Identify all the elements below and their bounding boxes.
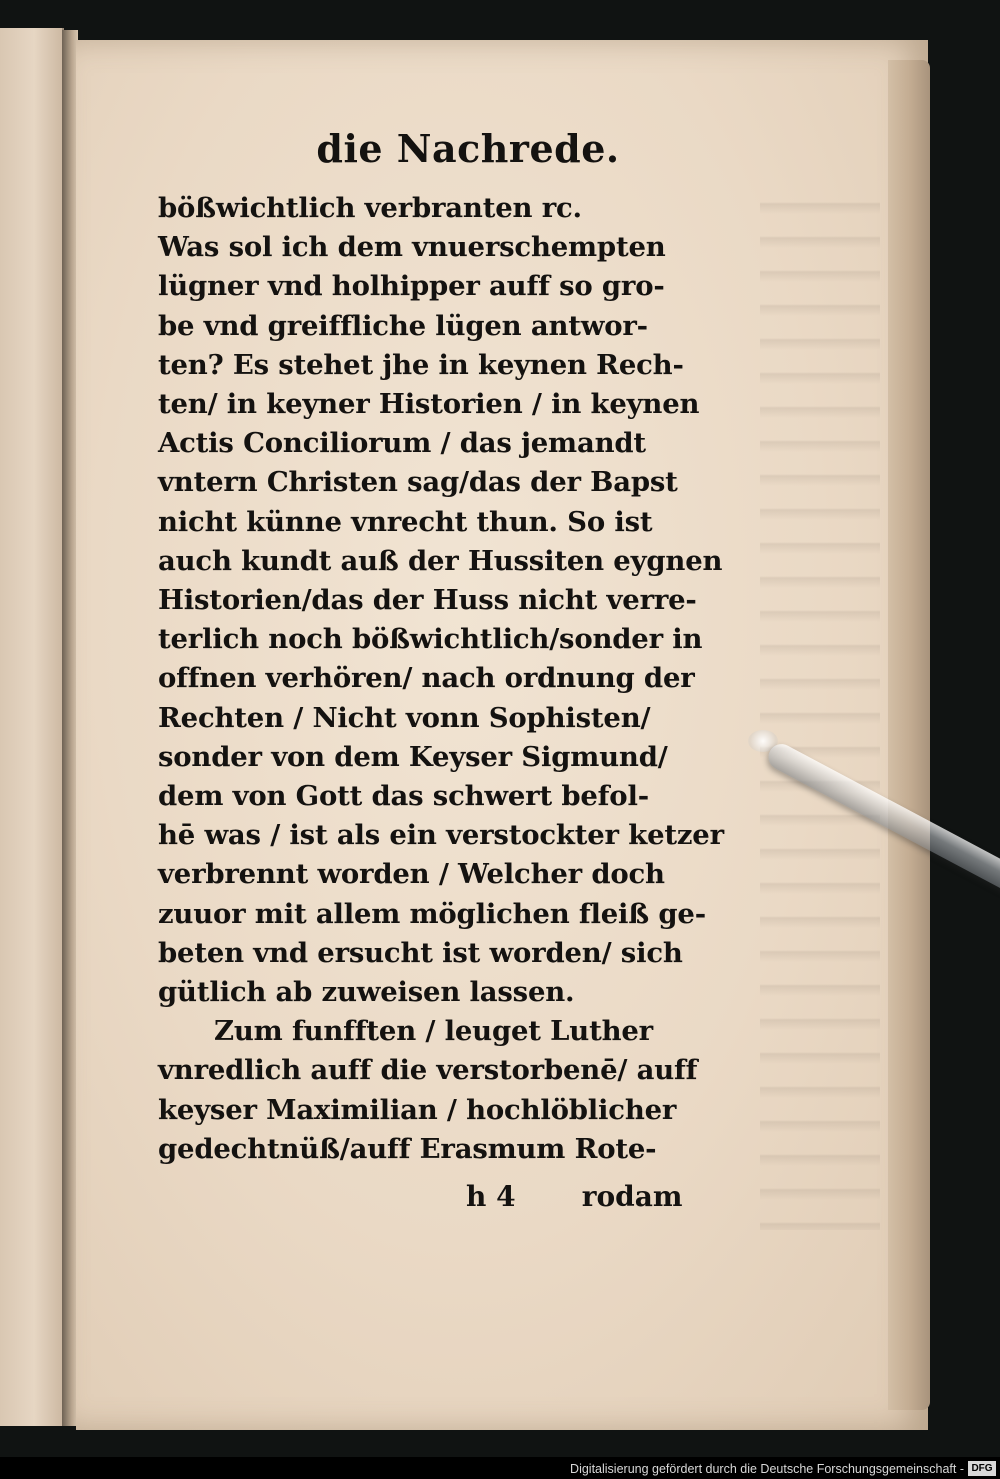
- text-line: nicht künne vnrecht thun. So ist: [158, 505, 653, 538]
- text-line: Rechten / Nicht vonn Sophisten/: [158, 701, 651, 734]
- text-line: Actis Conciliorum / das jemandt: [158, 427, 646, 460]
- text-line: vnredlich auff die verstorbenē/ auff: [158, 1054, 698, 1087]
- text-line: dem von Gott das schwert befol-: [158, 780, 649, 813]
- text-line: lügner vnd holhipper auff so gro-: [158, 270, 665, 303]
- text-line-paragraph-start: Zum funfften / leuget Luther: [214, 1015, 653, 1048]
- text-line: keyser Maximilian / hochlöblicher: [158, 1093, 677, 1126]
- text-line: be vnd greiffliche lügen antwor-: [158, 309, 648, 342]
- footer-bar: [0, 1457, 1000, 1479]
- text-line: verbrennt worden / Welcher doch: [158, 858, 665, 891]
- dfg-logo: DFG: [968, 1461, 996, 1476]
- text-line: beten vnd ersucht ist worden/ sich: [158, 936, 683, 969]
- catchword: rodam: [581, 1180, 683, 1213]
- bleed-through-text: [760, 180, 880, 1230]
- running-head: die Nachrede.: [316, 126, 620, 171]
- text-line: hē was / ist als ein verstockter ketzer: [158, 819, 724, 852]
- text-line: auch kundt auß der Hussiten eygnen: [158, 544, 723, 577]
- text-line: ten? Es stehet jhe in keynen Rech-: [158, 348, 684, 381]
- text-line: sonder von dem Keyser Sigmund/: [158, 740, 668, 773]
- text-line: offnen verhören/ nach ordnung der: [158, 662, 695, 695]
- left-facing-page-edge: [0, 28, 64, 1426]
- text-line: vntern Christen sag/das der Bapst: [158, 466, 678, 499]
- text-line: bößwichtlich verbranten rc.: [158, 192, 582, 224]
- text-line: zuuor mit allem möglichen fleiß ge-: [158, 897, 706, 930]
- page-text-block: [158, 126, 728, 1169]
- signature-mark: h 4: [466, 1180, 516, 1213]
- funding-credit: Digitalisierung gefördert durch die Deutsche Forschungsgemeinschaft -: [570, 1462, 964, 1476]
- page-fore-edge: [888, 60, 930, 1410]
- text-line: Was sol ich dem vnuerschempten: [158, 231, 666, 264]
- text-line: gedechtnüß/auff Erasmum Rote-: [158, 1132, 657, 1165]
- text-line: terlich noch bößwichtlich/sonder in: [158, 623, 703, 656]
- text-line: ten/ in keyner Historien / in keynen: [158, 388, 700, 421]
- text-line: gütlich ab zuweisen lassen.: [158, 976, 575, 1009]
- text-line: Historien/das der Huss nicht verre-: [158, 584, 697, 617]
- signature-row: [466, 1180, 726, 1213]
